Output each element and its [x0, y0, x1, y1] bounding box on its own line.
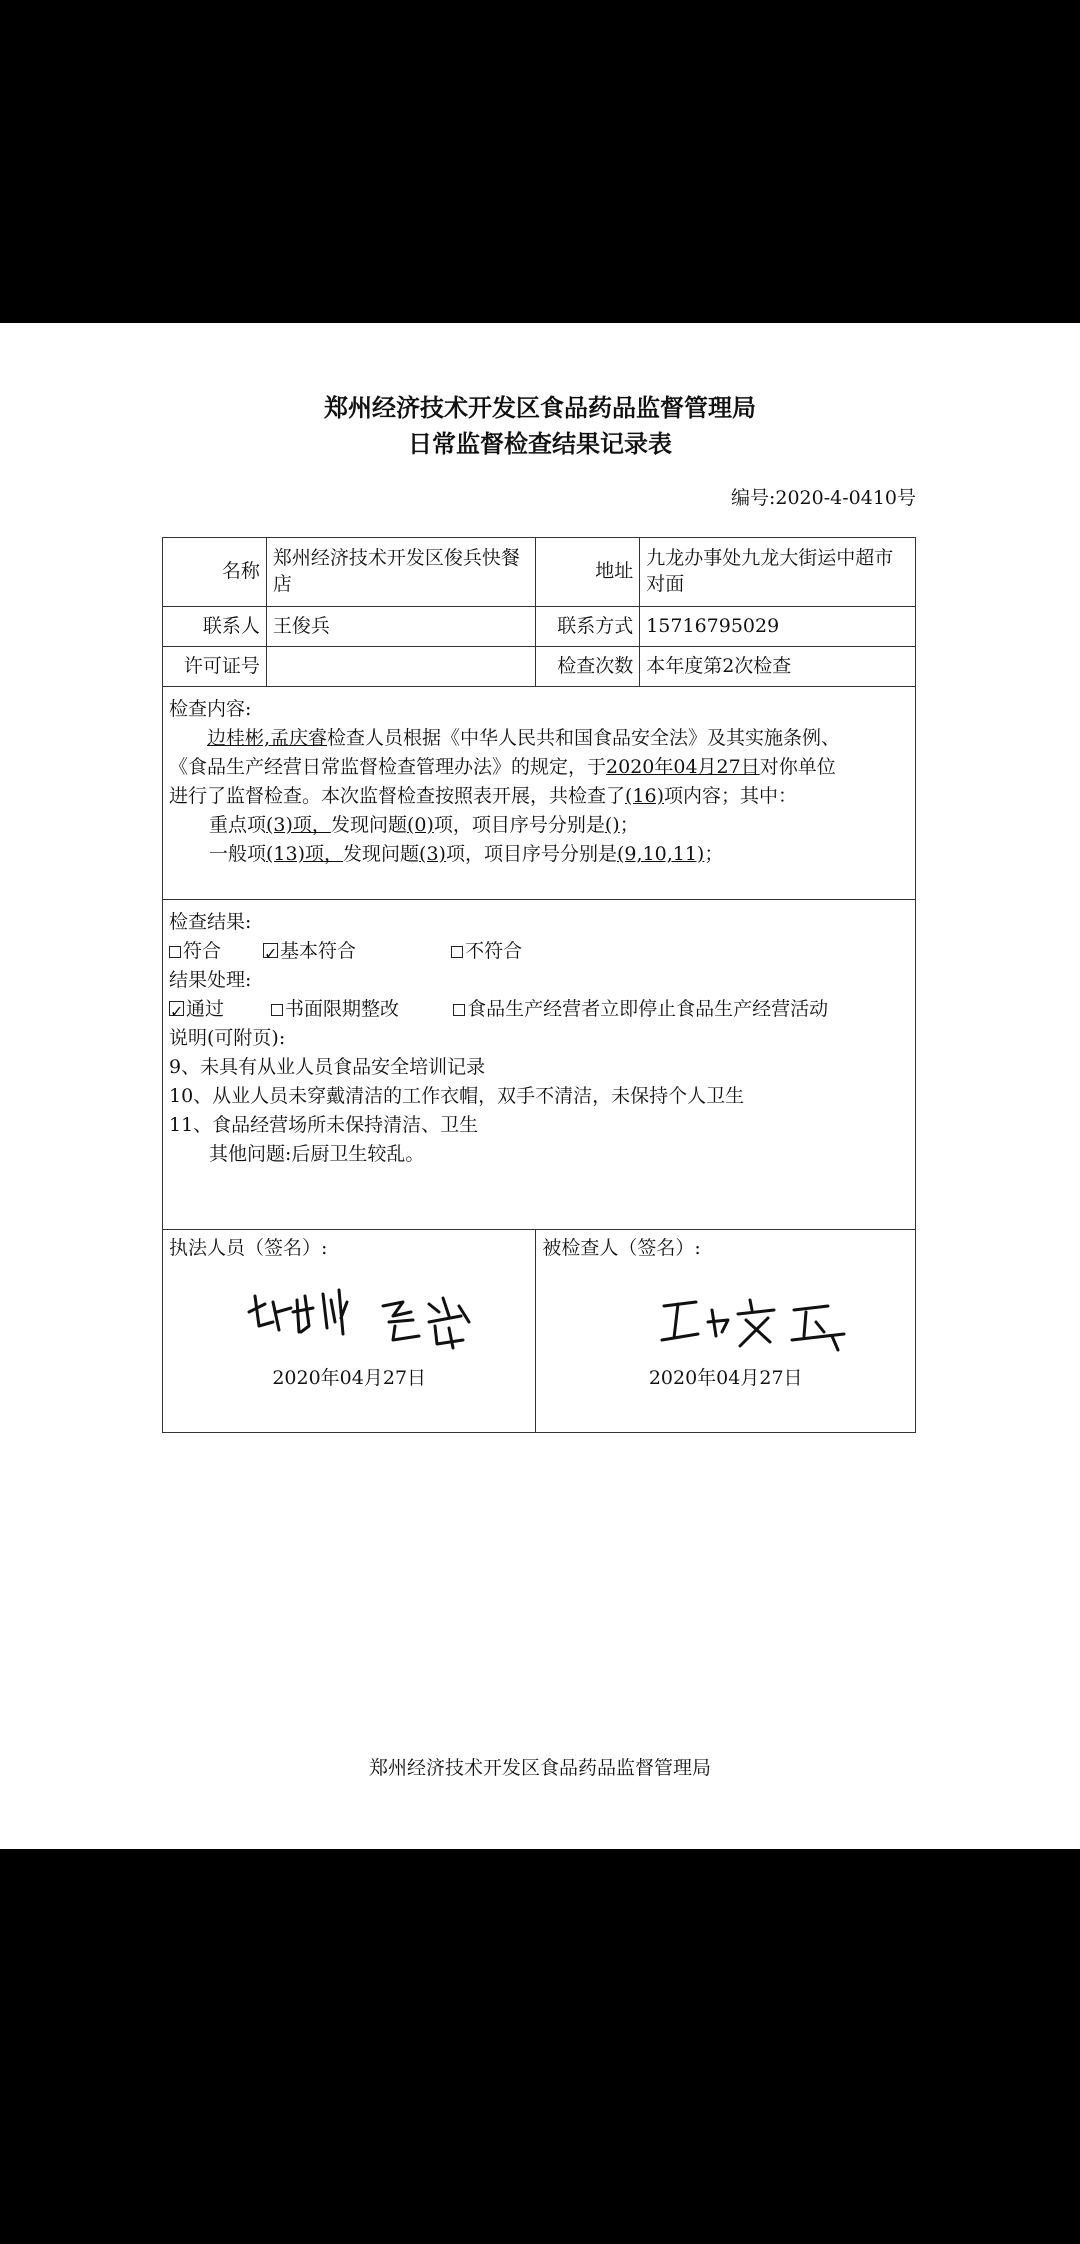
key-seq: () — [604, 814, 620, 836]
result-nonconform-checkbox — [451, 946, 463, 958]
document-page — [0, 323, 1080, 1849]
general-items-prefix: 一般项 — [209, 843, 267, 865]
phone-value: 15716795029 — [640, 607, 916, 647]
inspection-content-section — [163, 687, 916, 900]
key-found-count: (0) — [406, 814, 434, 836]
general-found-count: (3) — [419, 843, 446, 865]
content-line-3 — [169, 782, 909, 811]
note-3: 11、食品经营场所未保持清洁、卫生 — [169, 1114, 479, 1136]
content-text-2: 《食品生产经营日常监督检查管理办法》的规定，于 — [169, 756, 607, 778]
result-heading: 检查结果: — [169, 911, 252, 933]
address-value: 九龙办事处九龙大街运中超市对面 — [640, 538, 916, 607]
general-found-prefix: 发现问题 — [343, 843, 420, 865]
content-line-1 — [169, 724, 909, 753]
doc-number: 编号:2020-4-0410号 — [730, 487, 916, 509]
notes-heading: 说明(可附页): — [169, 1027, 286, 1049]
count-value: 本年度第2次检查 — [640, 647, 916, 687]
key-items-count: (3)项， — [266, 814, 331, 836]
doc-title-line1: 郑州经济技术开发区食品药品监督管理局 — [324, 393, 756, 422]
key-items-line — [169, 811, 909, 840]
license-label: 许可证号 — [163, 647, 267, 687]
general-seq: (9,10,11) — [616, 843, 705, 865]
handling-rectify-label: 书面限期整改 — [285, 998, 400, 1020]
footer-agency: 郑州经济技术开发区食品药品监督管理局 — [368, 1757, 711, 1779]
handling-options — [169, 995, 909, 1024]
count-label: 检查次数 — [536, 647, 640, 687]
note-2: 10、从业人员未穿戴清洁的工作衣帽，双手不清洁，未保持个人卫生 — [169, 1085, 745, 1107]
handling-heading: 结果处理: — [169, 969, 252, 991]
content-text-4: 进行了监督检查。本次监督检查按照表开展，共检查了 — [169, 785, 626, 807]
general-end: ； — [704, 843, 724, 865]
result-basic-conform-label: 基本符合 — [280, 940, 357, 962]
enforcer-signature-cell — [163, 1230, 536, 1433]
enforcer-signature-date: 2020年04月27日 — [272, 1367, 427, 1389]
handling-rectify-checkbox — [271, 1004, 283, 1016]
content-text-5: 项内容；其中： — [664, 785, 798, 807]
note-4: 其他问题:后厨卫生较乱。 — [209, 1143, 425, 1165]
inspected-signature-cell — [536, 1230, 916, 1433]
phone-label: 联系方式 — [536, 607, 640, 647]
result-conform-checkbox — [169, 946, 181, 958]
total-items: (16) — [625, 785, 665, 807]
handling-stop-label: 食品生产经营者立即停止食品生产经营活动 — [467, 998, 829, 1020]
key-items-prefix: 重点项 — [209, 814, 267, 836]
content-text-1: 检查人员根据《中华人民共和国食品安全法》及其实施条例、 — [327, 727, 841, 749]
handling-pass-checkbox — [169, 1001, 184, 1016]
name-label: 名称 — [163, 538, 267, 607]
contact-value: 王俊兵 — [266, 607, 536, 647]
result-conform-label: 符合 — [183, 940, 222, 962]
general-items-line — [169, 840, 909, 869]
key-end: ； — [619, 814, 639, 836]
inspected-signature-label: 被检查人（签名）: — [542, 1237, 701, 1259]
content-line-2 — [169, 753, 909, 782]
name-value: 郑州经济技术开发区俊兵快餐店 — [266, 538, 536, 607]
result-options — [169, 937, 909, 966]
handling-stop-checkbox — [453, 1004, 465, 1016]
enforcer-signature-label: 执法人员（签名）: — [169, 1237, 328, 1259]
inspected-signature-date: 2020年04月27日 — [648, 1367, 803, 1389]
inspection-result-section — [163, 900, 916, 1230]
contact-label: 联系人 — [163, 607, 267, 647]
content-heading: 检查内容: — [169, 698, 252, 720]
content-text-3: 对你单位 — [759, 756, 836, 778]
note-1: 9、未具有从业人员食品安全培训记录 — [169, 1056, 486, 1078]
result-basic-conform-checkbox — [263, 943, 278, 958]
inspectors-names: 边桂彬,孟庆睿 — [207, 727, 328, 749]
doc-title-line2: 日常监督检查结果记录表 — [408, 429, 672, 458]
inspection-form-table — [162, 537, 916, 1433]
enforcer-signature-image — [243, 1282, 503, 1352]
key-seq-text: 项，项目序号分别是 — [433, 814, 605, 836]
general-seq-text: 项，项目序号分别是 — [445, 843, 617, 865]
address-label: 地址 — [536, 538, 640, 607]
inspection-date: 2020年04月27日 — [606, 756, 760, 778]
license-value — [266, 647, 536, 687]
general-items-count: (13)项， — [266, 843, 344, 865]
handling-pass-label: 通过 — [186, 998, 225, 1020]
inspected-signature-image — [656, 1292, 856, 1356]
result-nonconform-label: 不符合 — [465, 940, 523, 962]
key-found-prefix: 发现问题 — [330, 814, 407, 836]
